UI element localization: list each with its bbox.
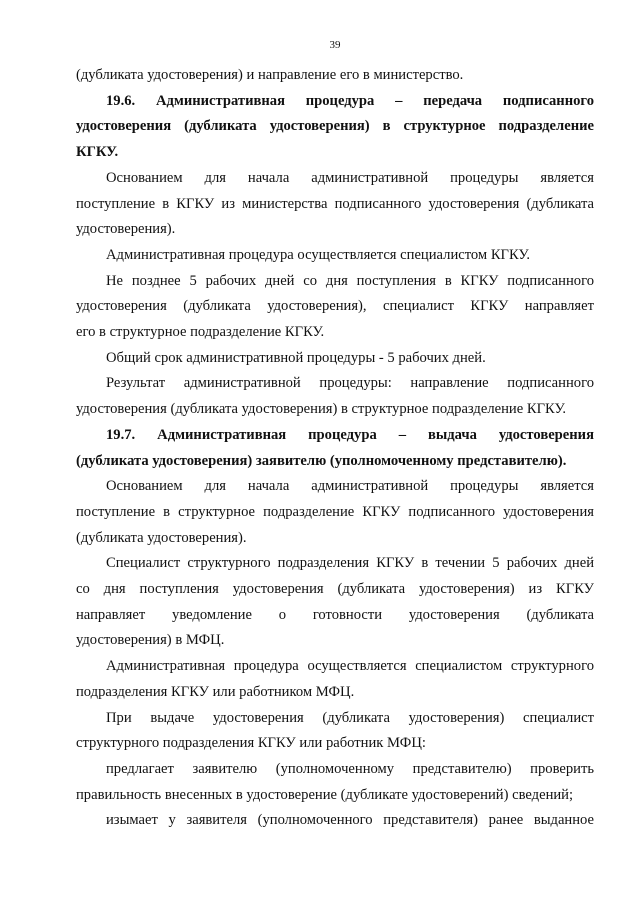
text-line: направляет уведомление о готовности удостоверения (дубликата xyxy=(76,606,594,623)
text-line: удостоверения). xyxy=(76,221,176,238)
text-line: (дубликата удостоверения) заявителю (уполномоченному представителю). xyxy=(76,452,567,469)
text-line: удостоверения (дубликата удостоверения), специалист КГКУ направляет xyxy=(76,298,594,315)
text-line: поступление в структурное подразделение КГКУ подписанного удостоверения xyxy=(76,503,594,520)
text-line: удостоверения (дубликата удостоверения) в структурное подразделение xyxy=(76,118,594,135)
text-line: его в структурное подразделение КГКУ. xyxy=(76,324,325,341)
text-line: Не позднее 5 рабочих дней со дня поступления в КГКУ подписанного xyxy=(106,272,594,289)
document-body xyxy=(76,63,594,834)
text-line: подразделения КГКУ или работником МФЦ. xyxy=(76,683,355,700)
text-line: При выдаче удостоверения (дубликата удостоверения) специалист xyxy=(106,709,594,726)
text-line: 19.7. Административная процедура – выдача удостоверения xyxy=(106,426,594,443)
text-line: Специалист структурного подразделения КГКУ в течении 5 рабочих дней xyxy=(106,555,594,572)
text-line: поступление в КГКУ из министерства подписанного удостоверения (дубликата xyxy=(76,195,594,212)
page-number: 39 xyxy=(329,39,341,51)
text-line: 19.6. Административная процедура – передача подписанного xyxy=(106,92,594,109)
text-line: структурного подразделения КГКУ или работник МФЦ: xyxy=(76,735,426,752)
text-line: Административная процедура осуществляется специалистом КГКУ. xyxy=(106,246,531,263)
document-page xyxy=(76,36,594,834)
text-line: изымает у заявителя (уполномоченного представителя) ранее выданное xyxy=(106,812,594,829)
text-line: (дубликата удостоверения) и направление его в министерство. xyxy=(76,67,464,83)
text-line: Основанием для начала административной процедуры является xyxy=(106,478,594,495)
text-line: удостоверения) в МФЦ. xyxy=(76,632,225,649)
text-line: Результат административной процедуры: направление подписанного xyxy=(106,375,594,392)
text-line: (дубликата удостоверения). xyxy=(76,529,247,546)
text-line: правильность внесенных в удостоверение (дубликате удостоверений) сведений; xyxy=(76,786,574,803)
text-line: предлагает заявителю (уполномоченному представителю) проверить xyxy=(106,760,594,777)
text-line: удостоверения (дубликата удостоверения) в структурное подразделение КГКУ. xyxy=(76,401,567,418)
text-line: КГКУ. xyxy=(76,144,119,161)
text-line: Общий срок административной процедуры - 5 рабочих дней. xyxy=(106,349,486,366)
text-line: со дня поступления удостоверения (дубликата удостоверения) из КГКУ xyxy=(76,581,594,598)
text-line: Основанием для начала административной процедуры является xyxy=(106,169,594,186)
text-line: Административная процедура осуществляется специалистом структурного xyxy=(106,658,594,675)
